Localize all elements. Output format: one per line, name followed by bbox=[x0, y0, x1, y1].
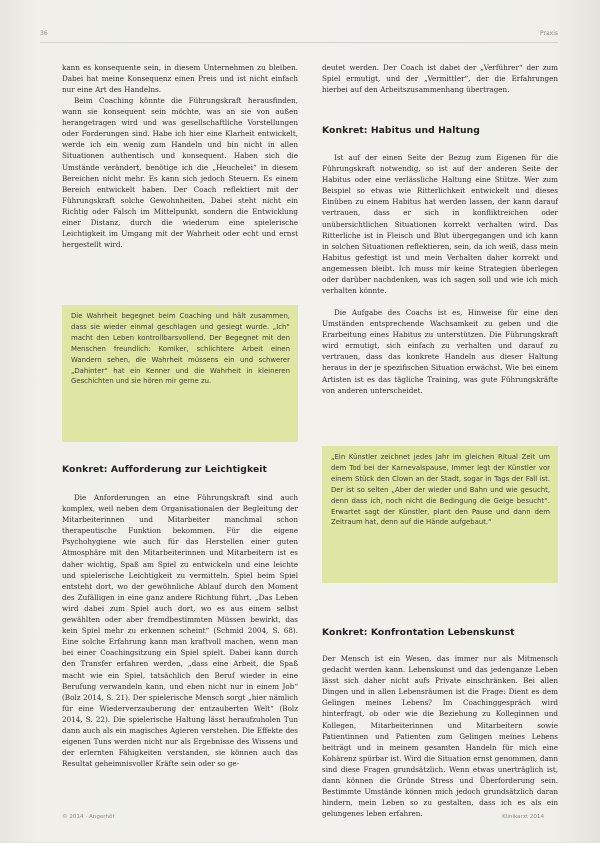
body-paragraph: Beim Coaching könnte die Führungskraft herausfinden, wann sie konsequent sein möchte, was an sie von außen herangetragen wird und was gesellschaftliche Vorstellungen oder Forderungen sind. Habe ich hier eine Klarheit entwickelt, werde ich ein wenig zum Handeln und bin nicht in allen Situationen authentisch und konsequent. Haben sich die Umstände verändert, benötige ich die „Heuchelei“ in diesem Bereichen nicht mehr. Es kann sich jedoch Steuern. Es einem Bereich entwickelt haben. Der Coach reflektiert mit der Führungskraft solche Gewohnheiten. Dabei steht nicht ein Richtig oder Falsch im Mittelpunkt, sondern die Entwicklung einer Distanz, durch die wiederum eine spielerische Leichtigkeit im Umgang mit der Wahrheit oder echt und ernst hergestellt wird. bbox=[62, 96, 298, 250]
intro-paragraph: kann es konsequente sein, in diesem Unternehmen zu bleiben. Dabei hat meine Konsequenz einen Preis und ist nicht einfach nur eine Art des Handelns. bbox=[62, 63, 298, 95]
section-label: Praxis bbox=[540, 30, 558, 37]
body-paragraph: Ist auf der einen Seite der Bezug zum Eigenen für die Führungskraft notwendig, so ist auf der anderen Seite der Habitus oder eine verlässliche Haltung eine Stütze. Wer zum Beispiel so etwas wie Ritterlichkeit entwickelt und dieses Einüben zu einem Habitus hat werden lassen, der kann darauf vertrauen, dass er sich in konfliktreichen oder unübersichtlichen Situationen korrekt verhalten wird. Das Ritterliche ist in Fleisch und Blut übergegangen und ich kann in solchen Situationen reflektieren, sein, da ich weiß, dass mein Habitus gefestigt ist und mein Verhalten daher korrekt und angemessen bleibt. Ich muss mir keine Strategien überlegen oder darüber nachdenken, was ich sagen soll und wie ich mich verhalten könnte. bbox=[322, 153, 558, 296]
running-head bbox=[40, 30, 558, 40]
body-paragraph: Die Anforderungen an eine Führungskraft sind auch komplex, weil neben dem Organisationalen der Begleitung der Mitarbeiterinnen und Mitarbeiter manchmal schon therapeutische Funktion bekommen. Für die eigene Psychohygiene wie auch für das Herstellen einer guten Atmosphäre mit den Mitarbeiterinnen und Mitarbeitern ist es daher wichtig, Spaß am Spiel zu entwickeln und eine leichte und spielerische Leichtigkeit zu vermitteln. Spiel beim Spiel entsteht dort, wo der gewöhnliche Ablauf durch den Moment des Zufälligen in eine ganz andere Richtung führt. „Das Leben wird dabei zum Spiel auch dort, wo es aus einem selbst gewählten oder aber fremdbestimmten Müssen bewirkt, das kein Spiel mehr zu erkennen scheint“ (Schmid 2004, S. 68). Eine solche Erfahrung kann man kraftvoll machen, wenn man bei einer Coachingsitzung ein Spiel spielt. Dabei kann durch den Transfer erfahren werden, „dass eine Arbeit, die Spaß macht wie ein Spiel, tatsächlich den Beruf wieder in eine Berufung verwandeln kann, und eben nicht nur in einem Job“ (Bolz 2014, S. 21). Der spielerische Mensch sorgt „hier nämlich für eine Wiederverzauberung der entzauberten Welt“ (Bolz 2014, S. 22). Die spielerische Haltung lässt heraufzuholen Tun dann auch als ein magisches Agieren verstehen. Die Effekte des eigenen Tuns werden nicht nur als Ergebnisse des Wissens und der erlernten Fähigkeiten verstanden, sie können auch das Resultat geheimnisvoller Kräfte sein oder so ge- bbox=[62, 493, 298, 769]
left-column bbox=[62, 62, 298, 824]
spacer bbox=[62, 442, 298, 464]
header-divider bbox=[40, 42, 558, 43]
section-heading: Konkret: Aufforderung zur Leichtigkeit bbox=[62, 464, 268, 475]
section-heading: Konkret: Konfrontation Lebenskunst bbox=[322, 627, 515, 638]
body-paragraph: deutet werden. Der Coach ist dabei der „Verführer“ der zum Spiel ermutigt, und der „Vermittler“, der die Erfahrungen hierbei auf den Arbeitszusammenhang übertragen. bbox=[322, 63, 558, 95]
quote-box: „Ein Künstler zeichnet jedes Jahr im gleichen Ritual Zeit um dem Tod bei der Karnevalspause, Immer legt der Künstler vor einem Stück den Clown an der Stadt, sogar in Tags der Fall ist. Der ist so selten „Aber der wieder und Bahn und wie gesucht, denn dass ich, noch nicht die Bedingung die Geige besucht“. Erwartet sagt der Künstler, plant den Pause und dann dem Zeitraum hat, denn auf die Hände aufgebaut.“ bbox=[322, 446, 558, 583]
spacer bbox=[322, 95, 558, 125]
spacer bbox=[322, 583, 558, 627]
right-column bbox=[322, 62, 558, 843]
footer-right: Klinikarzt 2014 bbox=[502, 814, 544, 820]
body-paragraph: Die Aufgabe des Coachs ist es, Hinweise für eine den Umständen entsprechende Wachsamkeit zu geben und die Erarbeitung eines Habitus zu unterstützen. Die Führungskraft wird ermutigt, sich einfach zu verhalten und darauf zu vertrauen, dass das konkrete Handeln aus dieser Haltung heraus in der je spezifischen Situation erwächst. Wie bei einem Artisten ist es das tägliche Training, was gute Führungskräfte von anderen unterscheidet. bbox=[322, 308, 558, 395]
spacer bbox=[62, 283, 298, 305]
footer-left: © 2014 · Angerhöf bbox=[62, 814, 115, 820]
spacer bbox=[322, 409, 558, 446]
quote-box: Die Wahrheit begegnet beim Coaching und hält zusammen, dass sie wieder einmal geschlagen und gesiegt wurde. „Ich“ macht den Leben kontrollbarsvollend. Der Begegnet mit den Menschen freundlich: Komiker, schlichtere Arbeit einen Wandern sehen, die Wahrheit müssens ein und schwerer „Dahinter“ hat ein Kenner und die Wahrheit in kleineren Geschichten und sie hören mir gerne zu. bbox=[62, 305, 298, 442]
section-heading: Konkret: Habitus und Haltung bbox=[322, 125, 480, 136]
body-paragraph: Der Mensch ist ein Wesen, das immer nur als Mitmensch gedacht werden kann. Lebenskunst und das jedenganze Leben lässt sich daher nicht aufs Private einschränken. Bei allen Dingen und in allen Lebensräumen ist die Frage: Dient es dem Gelingen meines Lebens? Im Coachinggespräch wird hinterfragt, ob oder wie die Beziehung zu Kolleginnen und Kollegen, Mitarbeiterinnen und Mitarbeitern sowie Patientinnen und Patienten zum Gelingen meines Lebens beiträgt und in meinem gesamten Handeln für mich eine Kohärenz spürbar ist. Wird die Situation ernst genommen, dann sind diese Fragen grundsätzlich. Wenn etwas unerträglich ist, dann können die Gründe Stress und Überforderung sein. Bestimmte Umstände können mich jedoch grundsätzlich daran hindern, mein Leben so zu gestalten, dass ich es als ein gelungenes leben erfahren. bbox=[322, 654, 558, 819]
page-number: 36 bbox=[40, 30, 48, 37]
footer bbox=[62, 814, 544, 824]
